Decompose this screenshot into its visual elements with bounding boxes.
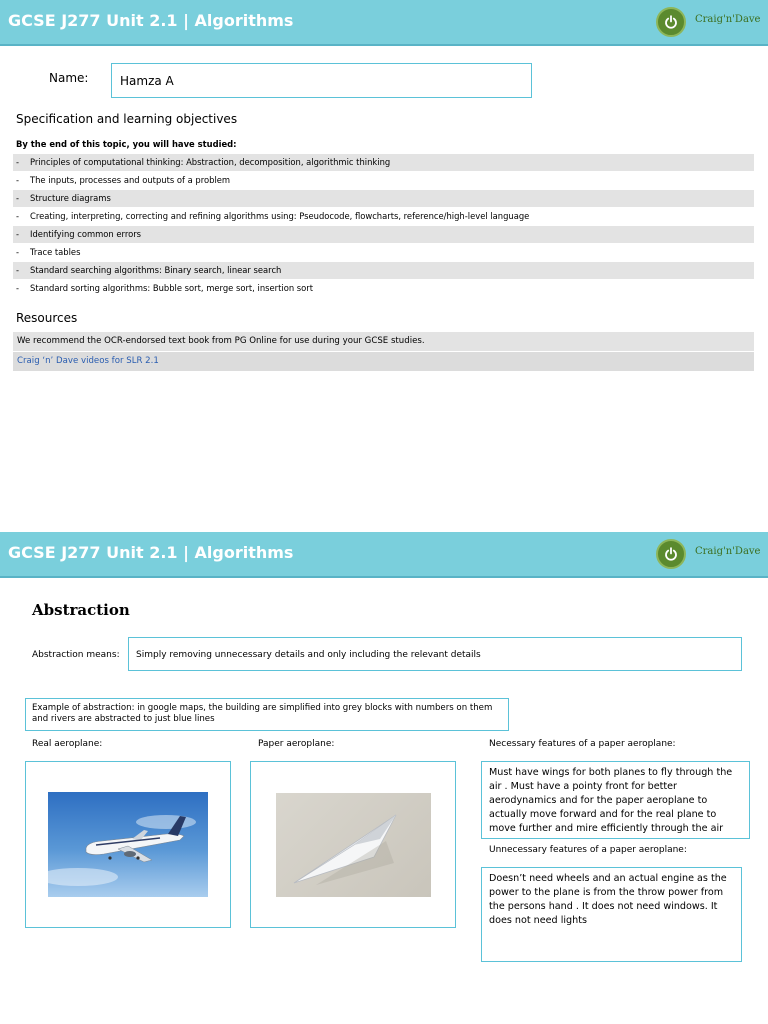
example-field[interactable] [25, 698, 509, 731]
objective-text: Creating, interpreting, correcting and refining algorithms using: Pseudocode, flowcharts, reference/high-level language [30, 211, 530, 221]
objective-item: - Creating, interpreting, correcting and refining algorithms using: Pseudocode, flowcharts, reference/high-level language [16, 211, 530, 221]
real-aeroplane-image [48, 792, 208, 897]
name-label: Name: [49, 71, 89, 85]
resources-text-value: We recommend the OCR-endorsed text book from PG Online for use during your GCSE studies. [17, 336, 425, 346]
objective-item: - Trace tables [16, 247, 81, 257]
objective-item: - Structure diagrams [13, 190, 754, 207]
means-value: Simply removing unnecessary details and only including the relevant details [136, 650, 481, 660]
necessary-value: Must have wings for both planes to fly through the air . Must have a pointy front for better aerodynamics and for the paper aeroplane to actually move forward and for the real plane to move further and mire efficiently through the air [489, 767, 733, 834]
page2-header-title: GCSE J277 Unit 2.1 | Algorithms [8, 543, 294, 562]
power-icon [656, 539, 686, 569]
objective-item: - The inputs, processes and outputs of a problem [16, 175, 231, 185]
power-icon [656, 7, 686, 37]
real-label: Real aeroplane: [32, 739, 103, 749]
objective-text: Standard sorting algorithms: Bubble sort, merge sort, insertion sort [30, 283, 314, 293]
resources-link-row [13, 352, 754, 371]
spec-intro-text: By the end of this topic, you will have studied: [16, 139, 237, 149]
resources-text [13, 332, 754, 351]
means-field[interactable] [128, 637, 742, 671]
objective-item: - Identifying common errors [13, 226, 754, 243]
resources-heading: Resources [16, 311, 78, 325]
unnecessary-field[interactable] [481, 867, 742, 962]
section-title: Abstraction [32, 601, 130, 619]
objective-text: Standard searching algorithms: Binary search, linear search [30, 265, 282, 275]
resources-link[interactable]: Craig ‘n’ Dave videos for SLR 2.1 [17, 356, 159, 366]
means-label: Abstraction means: [32, 650, 120, 660]
necessary-field[interactable] [481, 761, 750, 839]
spec-heading: Specification and learning objectives [16, 112, 238, 126]
page1-header [0, 0, 768, 46]
real-aeroplane-box [25, 761, 231, 928]
objective-item: - Standard sorting algorithms: Bubble sort, merge sort, insertion sort [16, 283, 314, 293]
logo-text: Craig'n'Dave [695, 14, 761, 25]
necessary-label: Necessary features of a paper aeroplane: [489, 739, 676, 749]
unnecessary-label: Unnecessary features of a paper aeroplane: [489, 845, 687, 855]
objective-text: Trace tables [30, 247, 81, 257]
paper-aeroplane-image [276, 793, 431, 897]
objective-text: Identifying common errors [30, 229, 142, 239]
page1-header-title: GCSE J277 Unit 2.1 | Algorithms [8, 11, 294, 30]
name-field[interactable] [111, 63, 532, 98]
objective-item: - Principles of computational thinking: Abstraction, decomposition, algorithmic thinking [13, 154, 754, 171]
page2-header [0, 532, 768, 578]
objective-item: - Standard searching algorithms: Binary search, linear search [13, 262, 754, 279]
name-value: Hamza A [120, 74, 174, 88]
unnecessary-value: Doesn’t need wheels and an actual engine as the power to the plane is from the throw power from the persons hand . It does not need windows. It does not need lights [489, 873, 727, 926]
objective-text: Structure diagrams [30, 193, 111, 203]
spec-intro [13, 136, 754, 153]
logo-text: Craig'n'Dave [695, 546, 761, 557]
objective-text: The inputs, processes and outputs of a problem [30, 175, 231, 185]
objective-text: Principles of computational thinking: Abstraction, decomposition, algorithmic thinking [30, 157, 391, 167]
paper-label: Paper aeroplane: [258, 739, 335, 749]
paper-aeroplane-box [250, 761, 456, 928]
example-text: Example of abstraction: in google maps, the building are simplified into grey blocks with numbers on them and rivers are abstracted to just blue lines [32, 703, 493, 724]
